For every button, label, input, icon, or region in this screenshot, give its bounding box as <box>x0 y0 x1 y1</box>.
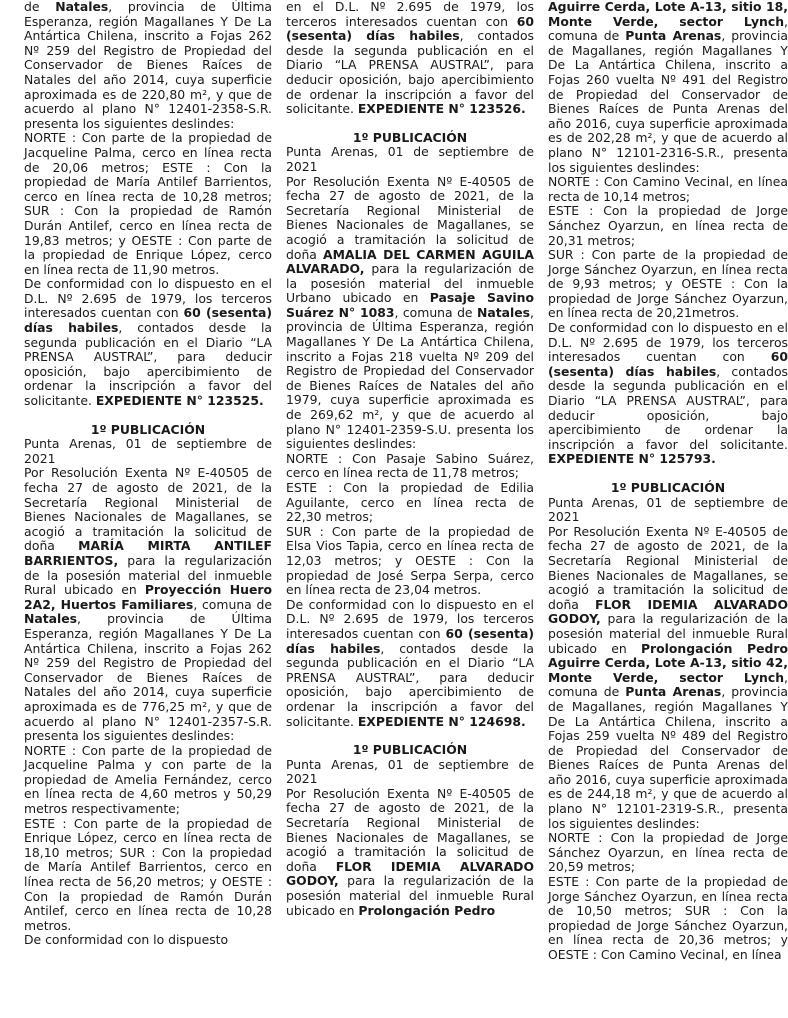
text-run: De conformidad con lo dispuesto <box>24 932 229 948</box>
notice-paragraph <box>548 321 788 467</box>
notice-paragraph <box>286 452 534 481</box>
column-1 <box>24 0 272 1018</box>
text-run: , provincia de Última Esperanza, región Magallanes Y De La Antártica Chilena, inscrito a Fojas 262 Nº 259 del Registro de Propiedad del Conservador de Bienes Raíces de Natales del año 2014, cuya superficie aproximada es de 776,25 m², y que de acuerdo al plano N° 12401-2357-S.R. presenta los siguientes deslindes: <box>24 611 272 744</box>
text-run: ESTE : Con la propiedad de Edilia Aguilante, cerco en línea recta de 22,30 metros; <box>286 480 534 525</box>
bold-text: 60 (sesenta) días habiles <box>286 13 534 44</box>
column-2 <box>286 0 534 1018</box>
text-run: De conformidad con lo dispuesto en el D.L. Nº 2.695 de 1979, los terceros interesados cuentan con <box>548 320 788 365</box>
notice-paragraph <box>548 204 788 248</box>
text-run: , contados desde la segunda publicación en el Diario “LA PRENSA AUSTRAL”, para deducir oposición, bajo apercibimiento de ordenar la inscripción a favor del solicitante. <box>286 640 534 729</box>
text-run: Punta Arenas, 01 de septiembre de 2021 <box>286 756 534 787</box>
bold-text: Punta Arenas <box>625 28 722 44</box>
notice-paragraph <box>548 525 788 831</box>
text-run: NORTE : Con parte de la propiedad de Jacqueline Palma y con parte de la propiedad de Amelia Fernández, cerco en línea recta de 4,60 metros y 50,29 metros respectivamente; <box>24 742 272 817</box>
text-run: Por Resolución Exenta Nº E-40505 de fecha 27 de agosto de 2021, de la Secretaría Regional Ministerial de Bienes Nacionales de Magallanes, se acogió a tramitación la solicitud de doña <box>286 173 534 262</box>
bold-text: Aguirre Cerda, Lote A-13, sitio 18, Monte Verde, sector Lynch <box>548 0 788 29</box>
text-run: NORTE : Con Pasaje Sabino Suárez, cerco en línea recta de 11,78 metros; <box>286 450 534 481</box>
text-run: ESTE : Con parte de la propiedad de Jorge Sánchez Oyarzun, en línea recta de 10,50 metros; SUR : Con la propiedad de Jorge Sánchez Oyarzun, en línea recta de 20,36 metros; y OESTE : Con Camino Vecinal, en línea <box>548 874 788 962</box>
notice-paragraph <box>286 525 534 598</box>
bold-text: Prolongación Pedro Aguirre Cerda, Lote A-13, sitio 42, Monte Verde, sector Lynch <box>548 640 788 685</box>
notice-paragraph <box>24 0 272 131</box>
notice-paragraph <box>24 744 272 817</box>
bold-text: Natales <box>477 304 531 320</box>
publication-heading: 1º PUBLICACIÓN <box>610 480 726 495</box>
bold-text: FLOR IDEMIA ALVARADO GODOY, <box>286 858 534 889</box>
notice-paragraph <box>24 277 272 408</box>
text-run: De conformidad con lo dispuesto en el D.L. Nº 2.695 de 1979, los terceros interesados cuentan con <box>24 276 272 321</box>
text-run: de <box>24 0 56 14</box>
text-run: , contados desde la segunda publicación en el Diario “LA PRENSA AUSTRAL”, para deducir oposición, bajo apercibimiento de ordenar la inscripción a favor del solicitante. <box>548 363 788 452</box>
notice-paragraph <box>548 831 788 875</box>
bold-text: Natales <box>24 611 78 627</box>
bold-text: MARÍA MIRTA ANTILEF BARRIENTOS, <box>24 538 272 568</box>
notice-paragraph <box>548 0 788 175</box>
text-run: , comuna de <box>548 669 788 700</box>
text-run: , provincia de Última Esperanza, región Magallanes Y De La Antártica Chilena, inscrito a Fojas 262 Nº 259 del Registro de Propiedad del Conservador de Bienes Raíces de Natales del año 2014, cuya superficie aproximada es de 220,80 m², y que de acuerdo al plano N° 12401-2358-S.R. presenta los siguientes deslindes: <box>24 0 272 131</box>
notice-paragraph <box>548 496 788 525</box>
column-3 <box>548 0 788 1018</box>
notice-paragraph <box>286 0 534 117</box>
publication-heading: 1º PUBLICACIÓN <box>90 421 206 437</box>
text-run: , contados desde la segunda publicación en el Diario “LA PRENSA AUSTRAL”, para deducir oposición, bajo apercibimiento de ordenar la inscripción a favor del solicitante. <box>286 28 534 117</box>
text-run: Punta Arenas, 01 de septiembre de 2021 <box>548 494 788 525</box>
bold-text: EXPEDIENTE N° 123526. <box>357 101 526 117</box>
bold-text: EXPEDIENTE N° 124698. <box>357 713 526 729</box>
text-run: Por Resolución Exenta Nº E-40505 de fecha 27 de agosto de 2021, de la Secretaría Regional Ministerial de Bienes Nacionales de Magallanes, se acogió a tramitación la solicitud de doña <box>548 523 788 612</box>
bold-text: Proyección Huero 2A2, Huertos Familiares <box>24 582 272 612</box>
notice-paragraph <box>286 145 534 174</box>
text-run: Punta Arenas, 01 de septiembre de 2021 <box>286 144 534 174</box>
notice-paragraph <box>24 933 272 948</box>
text-run: para la regularización de la posesión material del inmueble Rural ubicado en <box>286 873 534 918</box>
bold-text: Prolongación Pedro <box>358 902 496 918</box>
bold-text: Punta Arenas <box>625 684 722 700</box>
text-run: , comuna de <box>193 596 272 612</box>
text-run: , contados desde la segunda publicación en el Diario “LA PRENSA AUSTRAL”, para deducir oposición, bajo apercibimiento de ordenar la inscripción a favor del solicitante. <box>24 320 272 409</box>
text-run: , provincia de Magallanes, región Magallanes Y De La Antártica Chilena, inscrito a Fojas 260 vuelta Nº 491 del Registro de Propiedad del Conservador de Bienes Raíces de Punta Arenas del año 2016, cuya superficie aproximada es de 202,28 m², y que de acuerdo al plano N° 12101-2316-S.R., presenta los siguientes deslindes: <box>548 28 788 175</box>
bold-text: EXPEDIENTE N° 125793. <box>548 451 716 467</box>
bold-text: 60 (sesenta) días habiles <box>548 349 788 379</box>
text-run: Punta Arenas, 01 de septiembre de 2021 <box>24 436 272 466</box>
notice-paragraph <box>548 248 788 321</box>
text-run: para la regularización de la posesión material del inmueble Rural ubicado en <box>24 552 272 598</box>
text-run: NORTE : Con la propiedad de Jorge Sánchez Oyarzun, en línea recta de 20,59 metros; <box>548 830 788 875</box>
notice-paragraph <box>24 466 272 743</box>
bold-text: FLOR IDEMIA ALVARADO GODOY, <box>548 596 788 627</box>
notice-paragraph <box>286 175 534 452</box>
notice-paragraph <box>286 481 534 525</box>
notice-paragraph <box>24 817 272 934</box>
text-run: , comuna de <box>548 13 788 44</box>
text-run: ESTE : Con parte de la propiedad de Enrique López, cerco en línea recta de 18,10 metros; SUR : Con la propiedad de María Antilef Barrientos, cerco en línea recta de 56,20 metros; y OESTE : Con la propiedad de Ramón Durán Antilef, cerco en línea recta de 10,28 metros. <box>24 815 272 933</box>
text-run: SUR : Con parte de la propiedad de Elsa Vios Tapia, cerco en línea recta de 12,03 metros; y OESTE : Con la propiedad de José Serpa Serpa, cerco en línea recta de 23,04 metros. <box>286 523 534 598</box>
text-run: en el D.L. Nº 2.695 de 1979, los terceros interesados cuentan con <box>286 0 534 29</box>
notice-paragraph <box>24 131 272 277</box>
text-run: De conformidad con lo dispuesto en el D.L. Nº 2.695 de 1979, los terceros interesados cuentan con <box>286 596 534 641</box>
text-run: SUR : Con parte de la propiedad de Jorge Sánchez Oyarzun, en línea recta de 9,93 metros; y OESTE : Con la propiedad de Jorge Sánchez Oyarzun, en línea recta de 20,21metros. <box>548 247 788 321</box>
text-run: , comuna de <box>394 304 477 320</box>
bold-text: 60 (sesenta) días habiles <box>24 305 273 336</box>
notice-paragraph <box>286 787 534 918</box>
text-run: ESTE : Con la propiedad de Jorge Sánchez Oyarzun, en línea recta de 20,31 metros; <box>548 203 788 248</box>
bold-text: EXPEDIENTE N° 123525. <box>95 393 264 409</box>
text-run: NORTE : Con parte de la propiedad de Jacqueline Palma, cerco en línea recta de 20,06 metros; ESTE : Con la propiedad de María Antilef Barrientos, cerco en línea recta de 10,28 metros; SUR : Con la propiedad de Ramón Durán Antilef, cerco en línea recta de 19,83 metros; y OESTE : Con parte de la propiedad de Enrique López, cerco en línea recta de 11,90 metros. <box>24 130 272 277</box>
notice-paragraph <box>548 175 788 204</box>
bold-text: Natales <box>55 0 109 14</box>
notice-paragraph <box>548 875 788 963</box>
publication-heading: 1º PUBLICACIÓN <box>352 129 468 145</box>
publication-heading: 1º PUBLICACIÓN <box>352 742 468 758</box>
text-run: Por Resolución Exenta Nº E-40505 de fecha 27 de agosto de 2021, de la Secretaría Regional Ministerial de Bienes Nacionales de Magallanes, se acogió a tramitación la solicitud de doña <box>24 465 272 554</box>
bold-text: Pasaje Savino Suárez N° 1083 <box>286 290 534 320</box>
text-run: Por Resolución Exenta Nº E-40505 de fecha 27 de agosto de 2021, de la Secretaría Regional Ministerial de Bienes Nacionales de Magallanes, se acogió a tramitación la solicitud de doña <box>286 785 534 874</box>
text-run: , provincia de Última Esperanza, región Magallanes Y De La Antártica Chilena, inscrito a Fojas 218 vuelta Nº 209 del Registro de Propiedad del Conservador de Bienes Raíces de Natales del año 1979, cuya superficie aproximada es de 269,62 m², y que de acuerdo al plano N° 12401-2359-S.U. presenta los siguientes deslindes: <box>286 304 534 452</box>
text-run: , provincia de Magallanes, región Magallanes Y De La Antártica Chilena, inscrito a Fojas 259 vuelta Nº 489 del Registro de Propiedad del Conservador de Bienes Raíces de Punta Arenas del año 2016, cuya superficie aproximada es de 244,18 m², y que de acuerdo al plano N° 12101-2319-S.R., presenta los siguientes deslindes: <box>548 684 788 831</box>
text-run: NORTE : Con Camino Vecinal, en línea recta de 10,14 metros; <box>548 174 788 204</box>
notice-paragraph <box>286 598 534 729</box>
bold-text: AMALIA DEL CARMEN AGUILA ALVARADO, <box>286 246 534 277</box>
text-run: para la regularización de la posesión material del inmueble Rural ubicado en <box>548 611 788 656</box>
text-run: para la regularización de la posesión material del inmueble Urbano ubicado en <box>286 261 534 306</box>
bold-text: 60 (sesenta) días habiles <box>286 625 535 656</box>
notice-paragraph <box>24 437 272 466</box>
notice-paragraph <box>286 758 534 787</box>
